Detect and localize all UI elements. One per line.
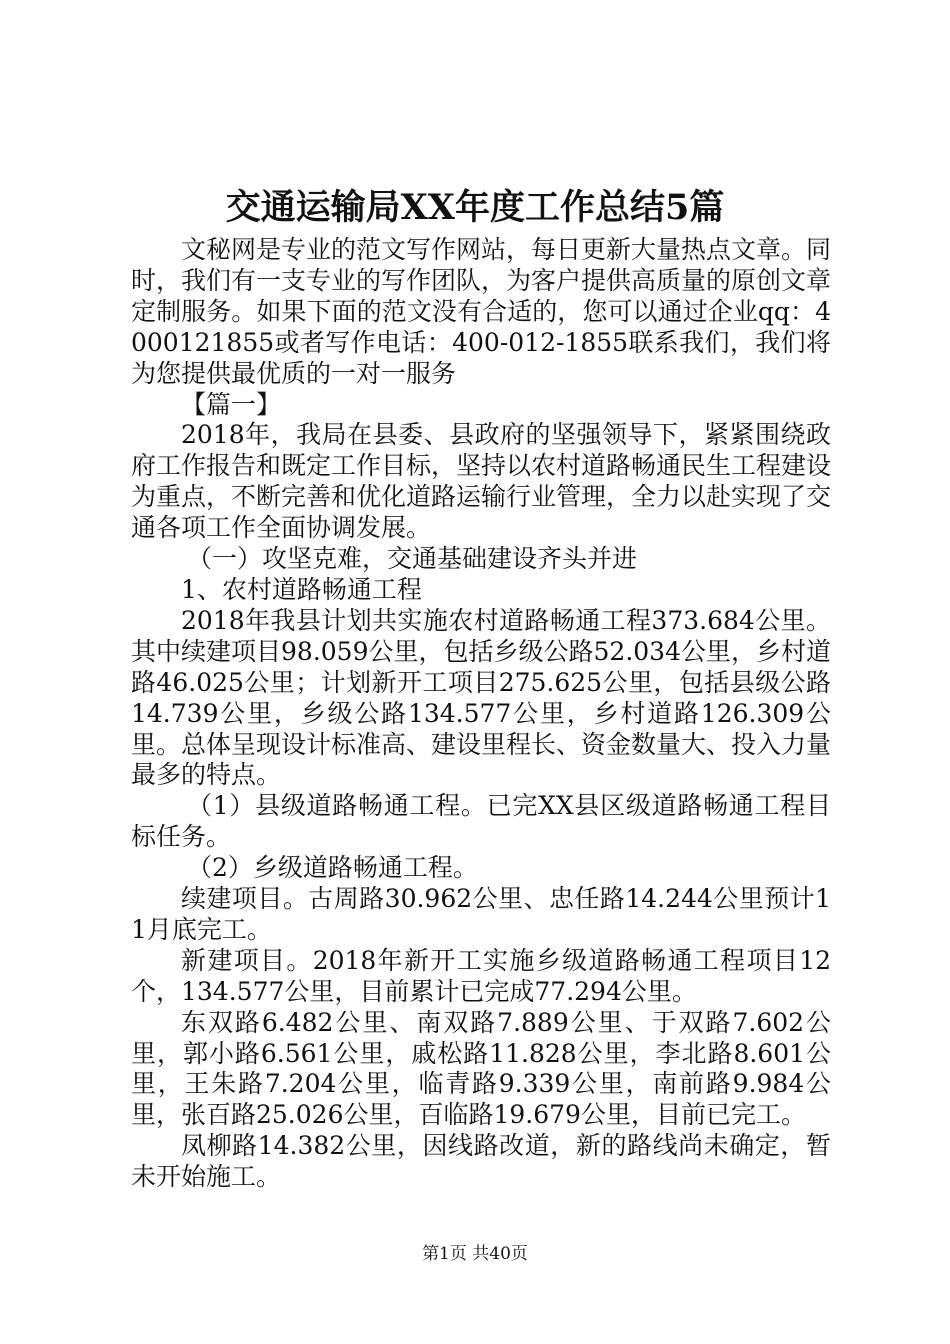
document-title: 交通运输局XX年度工作总结5篇: [225, 187, 725, 228]
body-paragraph: 东双路6.482公里、南双路7.889公里、于双路7.602公里，郭小路6.561公里，戚松路11.828公里，李北路8.601公里，王朱路7.204公里，临青路9.339公里，南前路9.984公里，张百路25.026公里，百临路19.679公里，目前已完工。: [131, 1007, 831, 1130]
section-heading: 【篇一】: [181, 389, 282, 419]
body-paragraph: （2）乡级道路畅通工程。: [187, 853, 478, 883]
body-paragraph: 续建项目。古周路30.962公里、忠任路14.244公里预计11月底完工。: [131, 884, 831, 944]
body-paragraph: （1）县级道路畅通工程。已完XX县区级道路畅通工程目标任务。: [131, 791, 831, 852]
body-paragraph: 新建项目。2018年新开工实施乡级道路畅通工程项目12个，134.577公里，目前累计已完成77.294公里。: [131, 945, 831, 1006]
body-paragraph: 2018年我县计划共实施农村道路畅通工程373.684公里。其中续建项目98.059公里，包括乡级公路52.034公里，乡村道路46.025公里；计划新开工项目275.625公里，包括县级公路14.739公里，乡级公路134.577公里，乡村道路126.309公里。总体呈现设计标准高、建设里程长、资金数量大、投入力量最多的特点。: [131, 605, 832, 790]
page-footer: 第1页 共40页: [422, 1244, 528, 1264]
body-paragraph: 凤柳路14.382公里，因线路改道，新的路线尚未确定，暂未开始施工。: [131, 1131, 831, 1192]
item-heading: 1、农村道路畅通工程: [181, 574, 422, 604]
intro-paragraph: 文秘网是专业的范文写作网站，每日更新大量热点文章。同时，我们有一支专业的写作团队，为客户提供高质量的原创文章定制服务。如果下面的范文没有合适的，您可以通过企业qq：4000121855或者写作电话：400-012-1855联系我们，我们将为您提供最优质的一对一服务: [131, 235, 832, 388]
body-paragraph: 2018年，我局在县委、县政府的坚强领导下，紧紧围绕政府工作报告和既定工作目标，坚持以农村道路畅通民生工程建设为重点，不断完善和优化道路运输行业管理，全力以赴实现了交通各项工作全面协调发展。: [131, 420, 832, 543]
subsection-heading: （一）攻坚克难，交通基础建设齐头并进: [187, 544, 638, 574]
document-body: [131, 235, 831, 1193]
